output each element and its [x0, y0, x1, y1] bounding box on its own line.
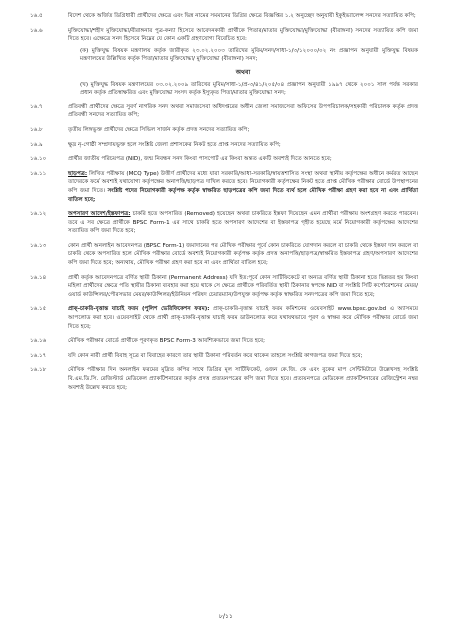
item-text	[68, 210, 418, 236]
list-item-16-6	[30, 27, 418, 98]
list-item-16-10	[30, 155, 418, 164]
verification-body: প্রাক্-চাকরি-বৃত্তান্ত যাচাই ফরম কমিশনের ওয়েবসাইট www.bpsc.gov.bd এ অ্যাসময়ে আপলোড করা হবে। ওয়েবসাইট থেকে প্রার্থী প্রাক্-চাকরি-বৃত্তান্ত যাচাই ফরম ডাউনলোড করে যথাযথভাবে পূরণ ও স্বাক্ষর করে মৌখিক পরীক্ষার বোর্ডে জমা দিতে হবে;	[68, 306, 418, 330]
list-item-16-11	[30, 170, 418, 204]
sub-item-ka: (ক) মুক্তিযুদ্ধ বিষয়ক মন্ত্রণালয় কর্তৃক জারীকৃত ২৩.০২.২০০৩ তারিখের মুবিম/সনদ/সাধা-১/৩/১২০০০/০২ নং প্রজ্ঞাপন অনুযায়ী মুক্তিযুদ্ধ বিষয়ক মন্ত্রণালয়ের উল্লিখিত কর্তৃক পিতা/মাতার মুক্তিযোদ্ধা/ মুক্তিযোদ্ধা (বীরাঙ্গনা) সনদ;	[80, 47, 418, 63]
item-text: মৌখিক পরীক্ষার বোর্ডে প্রার্থীকে পূরণকৃত BPSC Form-3 আবশ্যিকভাবে জমা দিতে হবে;	[68, 338, 266, 345]
clearance-warning: সংশ্লিষ্ট পদের নিয়োগকারী কর্তৃপক্ষ কর্তৃক স্বাক্ষরিত ছাড়পত্রের কপি জমা দিতে ব্যর্থ হলে মৌখিক পরীক্ষা গ্রহণ করা হবে না এবং প্রার্থিতা বাতিল হবে;	[68, 187, 418, 203]
clearance-heading: ছাড়পত্র:	[68, 170, 88, 177]
item-text: মৌখিক পরীক্ষার দিন অনলাইন ফরমের মুদ্রিত কপির সাথে ডিগ্রির মূল সার্টিফিকেট, ওজন কে.জি. কে এবং বুকের মাপ সেন্টিমিটারে উল্লেখসহ সংশ্লিষ্ট বি.এম.ডি.সি. রেজিস্টার্ড মেডিকেল প্র্যাকটিশনারের কর্তৃক প্রদত্ত প্রত্যয়নপত্রের কপি জমা দিতে হবে। প্রত্যয়নপত্রে মেডিকেল প্র্যাকটিশনারের রেজিস্ট্রেশন নম্বর অবশ্যই উল্লেখ করতে হবে;	[68, 367, 418, 391]
item-text: তৃতীয় লিঙ্গভুক্ত প্রার্থীদের ক্ষেত্রে সিভিল সার্জন কর্তৃক প্রদত্ত সনদের সত্যায়িত কপি;	[68, 126, 250, 133]
list-item-16-9	[30, 141, 418, 150]
item-text	[68, 170, 418, 204]
item-text	[68, 305, 418, 331]
list-item-16-8	[30, 126, 418, 135]
item-text: প্রার্থী কর্তৃক আবেদনপত্রে বর্ণিত স্থায়ী ঠিকানা (Permanent Address) যদি ইত:পূর্বে কোন সার্টিফিকেটে বা অন্যত্র বর্ণিত স্থায়ী ঠিকানা হতে ভিন্নতর হয় কিংবা মহিলা প্রার্থীদের ক্ষেত্রে পতি স্থায়ীর ঠিকানা ব্যবহার করা হয়ে থাকে সে ক্ষেত্রে প্রার্থীকে পরিবর্তিত স্থায়ী ঠিকানার স্বপক্ষে NID বা সংশ্লিষ্ট সিটি কর্পোরেশনের মেয়র/ওয়ার্ড কাউন্সিলর/পৌরসভার মেয়র/কাউন্সিলর/ইউনিয়ন পরিষদ চেয়ারম্যান/উপযুক্ত কর্তৃপক্ষ কর্তৃক স্বাক্ষরিত সনদপত্রের কপি জমা দিতে হবে;	[68, 274, 418, 298]
list-item-16-5	[30, 12, 418, 21]
item-text: কোন প্রার্থী অনলাইন আবেদনপত্র (BPSC Form-1) জমাদানের পর মৌখিক পরীক্ষার পূর্বে কোন চাকরিতে যোগদান করলে বা চাকরি থেকে ইস্তফা দান করলে বা চাকরি থেকে অপসারিত হলে মৌখিক পরীক্ষার বোর্ডে অবশ্যই নিয়োগকারী কর্তৃপক্ষ কর্তৃক প্রদত্ত অনাপত্তি/ছাড়পত্র/স্বাক্ষরিত ইস্তফাপত্র গ্রহণ/অপসারণ আদেশের কপি জমা দিতে হবে; অন্যথায়, মৌখিক পরীক্ষা গ্রহণ করা হবে না এবং প্রার্থিতা বাতিল হবে;	[68, 242, 418, 267]
page-number: ৮/১১	[218, 613, 234, 620]
item-number: ১৬.১২	[30, 211, 47, 218]
list-item-16-16	[30, 337, 418, 346]
list-item-16-12	[30, 210, 418, 236]
list-item-16-7	[30, 103, 418, 120]
clearance-body: লিখিত পরীক্ষায় (MCQ Type) উত্তীর্ণ প্রার্থীদের মধ্যে যারা সরকারি/আধা-সরকারি/স্বায়ত্তশাসিত সংস্থা অথবা স্থানীয় কর্তৃপক্ষের অধীনে কর্মরত আছেন তাদেরকে ফর্মে অবশ্যই যথাযোগ্য কর্তৃপক্ষের অনাপত্তি/ছাড়পত্র দাখিল করতে হবে। নিয়োগকারী কর্তৃপক্ষের নিকট হতে প্রাপ্ত মৌখিক পরীক্ষার বোর্ডে উপস্থাপনের কপি জমা দিতে।	[68, 170, 418, 194]
item-text: প্রতিবন্ধী প্রার্থীদের ক্ষেত্রে সুবর্ণ নাগরিক সনদ অথবা সমাজসেবা অধিদপ্তরের অধীন জেলা সমাজসেবা অফিসের উপপরিচালক/সহকারী পরিচালক কর্তৃক প্রদত্ত প্রতিবন্ধী সনদের সত্যায়িত কপি;	[68, 103, 418, 119]
item-number: ১৬.৫	[30, 13, 43, 19]
list-item-16-14	[30, 274, 418, 300]
sub-item-kha: (খ) মুক্তিযুদ্ধ বিষয়ক মন্ত্রণালয়ের ০৩.০২.২০০৯ তারিখের মুবিম/সাধা-১/প্র-৩/৪১/২০৫/০৪ প্রজ্ঞাপন অনুযায়ী ১৯৯৭ থেকে ২০০১ সাল পর্যন্ত সরকার প্রধান কর্তৃক প্রতিস্বাক্ষরিত এবং মুক্তিযোদ্ধা সংসদ কর্তৃক ইস্যুকৃত পিতা/মাতার মুক্তিযোদ্ধা সনদ;	[80, 81, 418, 97]
list-item-16-15	[30, 305, 418, 331]
item-text: ক্ষুদ্র নৃ-গোষ্ঠী সম্প্রদায়ভুক্ত হলে সংশ্লিষ্ট জেলা প্রশাসকের নিকট হতে প্রাপ্ত সনদের সত্যায়িত কপি;	[68, 141, 281, 148]
list-item-16-17	[30, 352, 418, 361]
list-item-16-13	[30, 242, 418, 268]
removal-heading: অপসারণ আদেশ/ইস্তফাপত্র:	[68, 211, 131, 218]
item-text: যদি কোন নারী প্রার্থী বিবাহ সূত্রে বা বিবাহের কারণে তার স্থায়ী ঠিকানা পরিবর্তন করে থাকেন তাহলে সংশ্লিষ্ট কাগজপত্র জমা দিতে হবে;	[68, 352, 363, 359]
item-text: প্রার্থীর জাতীয় পরিচয়পত্র (NID), জন্ম নিবন্ধন সনদ কিংবা পাসপোর্ট এর কিংবা অন্তত একটি অবশ্যই দিতে আনতে হবে;	[68, 156, 332, 163]
item-number: ১৬.১৮	[30, 367, 47, 374]
removal-body: চাকরি হতে অপসারিত (Removed) হয়েছেন অথবা চাকরিতে ইস্তফা দিয়েছেন এমন প্রার্থীরা পরীক্ষায় অংশগ্রহণ করতে পারবেন। তবে এ সব ক্ষেত্রে প্রার্থীকে BPSC Form-1 এর সাথে চাকরি হতে অপসারণ আদেশের বা ইস্তফাপত্র গৃহীত হয়েছে মর্মে নিয়োগকারী কর্তৃপক্ষের আদেশের সত্যায়িত কপি জমা দিতে হবে;	[68, 211, 418, 235]
item-number: ১৬.৮	[30, 126, 43, 133]
athoba-separator: অথবা	[235, 68, 251, 76]
item-number: ১৬.১১	[30, 170, 47, 177]
item-number: ১৬.১৪	[30, 274, 47, 281]
item-number: ১৬.৬	[30, 27, 43, 34]
item-number: ১৬.১৭	[30, 352, 47, 359]
item-text: বিদেশ থেকে অর্জিত ডিগ্রিধারী প্রার্থীদের ক্ষেত্রে এবং ভিন্ন নামের সমমানের ডিগ্রির ক্ষেত্রে বিজ্ঞপ্তির ১.২ অনুচ্ছেদ অনুযায়ী ইকুইভ্যালেন্স সনদের সত্যায়িত কপি;	[68, 13, 416, 19]
verification-heading: প্রাক্-চাকরি-বৃত্তান্ত যাচাই ফরম (পুলিশ ভেরিফিকেশন ফরম):	[68, 306, 210, 313]
item-number: ১৬.৯	[30, 141, 43, 148]
item-number: ১৬.১০	[30, 156, 47, 163]
item-number: ১৬.১৩	[30, 242, 47, 249]
item-number: ১৬.১৬	[30, 338, 47, 345]
item-number: ১৬.৭	[30, 103, 43, 110]
item-text: মুক্তিযোদ্ধা/শহীদ মুক্তিযোদ্ধা/বীরাঙ্গনার পুত্র-কন্যা হিসেবে আবেদনকারী প্রার্থীকে পিতার/মাতার মুক্তিযোদ্ধা/মুক্তিযোদ্ধা (বীরাঙ্গনা) সনদের সত্যায়িত কপি জমা দিতে হবে। এক্ষেত্রে সনদ হিসেবে নিম্নের যে কোন একটি গ্রহণযোগ্য বিবেচিত হবে:	[68, 27, 418, 43]
item-number: ১৬.১৫	[30, 306, 47, 313]
list-item-16-18	[30, 366, 418, 392]
